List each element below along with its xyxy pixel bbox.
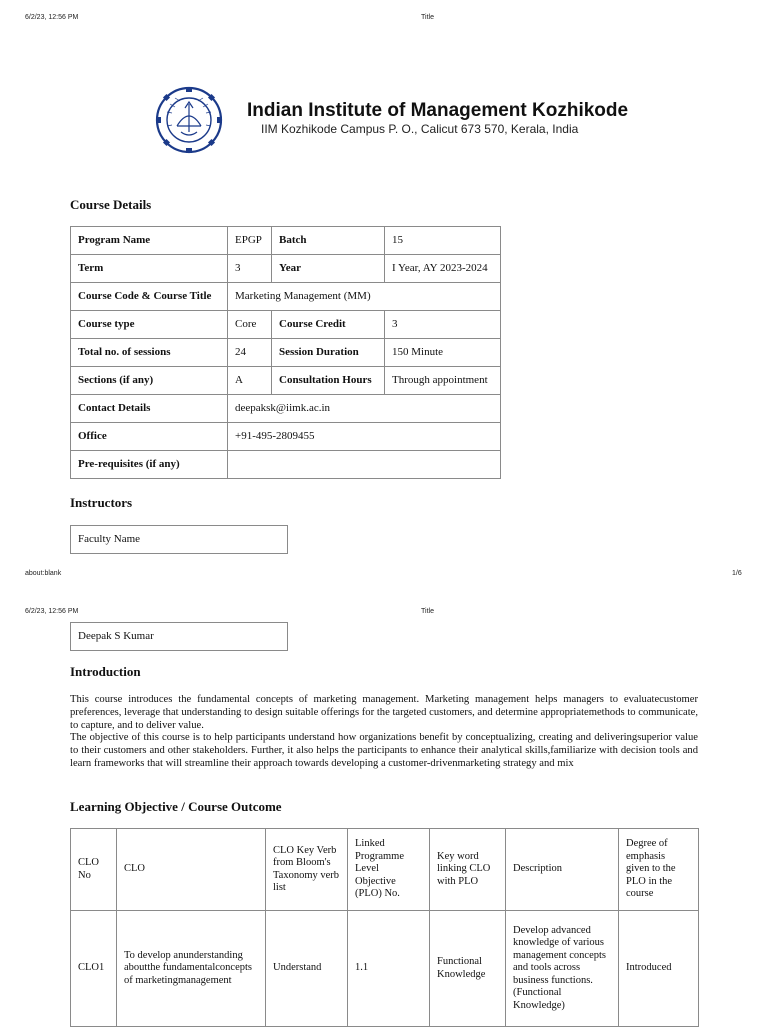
prereq-label: Pre-requisites (if any) xyxy=(71,451,228,479)
table-cell: 1.1 xyxy=(348,911,430,1027)
introduction-paragraph-2: The objective of this course is to help participants understand how organizations benefit by conceptualizing, creating and deliveringsuperior value to their customers and other stakeholders. Further, it also helps the participants to enhance their analytical skills,familiarize with decision tools and learn frameworks that will streamline their approach towards developing a customer-drivenmarketing strategy and mix xyxy=(70,732,698,769)
contact-value: deepaksk@iimk.ac.in xyxy=(228,395,501,423)
prereq-value xyxy=(228,451,501,479)
learning-objective-heading: Learning Objective / Course Outcome xyxy=(70,799,282,814)
table-row xyxy=(71,367,501,395)
column-header: CLO xyxy=(117,829,266,911)
table-cell: Develop advanced knowledge of various management concepts and tools across business functions. (Functional Knowledge) xyxy=(506,911,619,1027)
institute-address: IIM Kozhikode Campus P. O., Calicut 673 570, Kerala, India xyxy=(261,122,579,136)
year-value: I Year, AY 2023-2024 xyxy=(385,255,501,283)
table-row xyxy=(71,395,501,423)
course-credit-value: 3 xyxy=(385,311,501,339)
course-type-value: Core xyxy=(228,311,272,339)
table-row xyxy=(71,339,501,367)
column-header: CLO No xyxy=(71,829,117,911)
batch-value: 15 xyxy=(385,227,501,255)
learning-objective-table xyxy=(70,828,699,1027)
program-name-label: Program Name xyxy=(71,227,228,255)
column-header: Degree of emphasis given to the PLO in the course xyxy=(619,829,699,911)
term-label: Term xyxy=(71,255,228,283)
program-name-value: EPGP xyxy=(228,227,272,255)
session-duration-label: Session Duration xyxy=(272,339,385,367)
faculty-name-label: Faculty Name xyxy=(70,525,288,554)
column-header: Linked Programme Level Objective (PLO) No. xyxy=(348,829,430,911)
column-header: Key word linking CLO with PLO xyxy=(430,829,506,911)
batch-label: Batch xyxy=(272,227,385,255)
consultation-label: Consultation Hours xyxy=(272,367,385,395)
consultation-value: Through appointment xyxy=(385,367,501,395)
contact-label: Contact Details xyxy=(71,395,228,423)
table-row xyxy=(71,283,501,311)
table-cell: Introduced xyxy=(619,911,699,1027)
table-row xyxy=(71,227,501,255)
course-code-label: Course Code & Course Title xyxy=(71,283,228,311)
iimk-logo-icon xyxy=(155,86,223,154)
column-header: CLO Key Verb from Bloom's Taxonomy verb list xyxy=(266,829,348,911)
introduction-paragraph-1: This course introduces the fundamental concepts of marketing management. Marketing management helps managers to evaluatecustomer preferences, leverage that understanding to design suitable offerings for the targeted customers, and determine appropriatemethods to communicate, to capture, and to deliver value. xyxy=(70,694,698,731)
sessions-value: 24 xyxy=(228,339,272,367)
introduction-heading: Introduction xyxy=(70,664,141,679)
course-credit-label: Course Credit xyxy=(272,311,385,339)
print-footer-url: about:blank xyxy=(25,570,62,577)
table-row xyxy=(71,311,501,339)
table-cell: Functional Knowledge xyxy=(430,911,506,1027)
course-details-table xyxy=(70,226,501,479)
sections-label: Sections (if any) xyxy=(71,367,228,395)
print-footer-page: 1/6 xyxy=(732,570,742,577)
print-datetime-page2: 6/2/23, 12:56 PM xyxy=(25,608,79,615)
table-row xyxy=(71,451,501,479)
faculty-name-value: Deepak S Kumar xyxy=(70,622,288,651)
course-details-heading: Course Details xyxy=(70,197,152,212)
table-cell: To develop anunderstanding aboutthe fundamentalconcepts of marketingmanagement xyxy=(117,911,266,1027)
print-title-page2: Title xyxy=(421,608,434,615)
office-label: Office xyxy=(71,423,228,451)
instructors-heading: Instructors xyxy=(70,495,133,510)
course-code-value: Marketing Management (MM) xyxy=(228,283,501,311)
sections-value: A xyxy=(228,367,272,395)
table-row xyxy=(71,911,699,1027)
table-row xyxy=(71,255,501,283)
session-duration-value: 150 Minute xyxy=(385,339,501,367)
table-header-row xyxy=(71,829,699,911)
year-label: Year xyxy=(272,255,385,283)
table-cell: Understand xyxy=(266,911,348,1027)
introduction-text xyxy=(70,694,698,771)
sessions-label: Total no. of sessions xyxy=(71,339,228,367)
column-header: Description xyxy=(506,829,619,911)
institute-name: Indian Institute of Management Kozhikode xyxy=(247,100,629,121)
print-title: Title xyxy=(421,14,434,21)
office-value: +91-495-2809455 xyxy=(228,423,501,451)
term-value: 3 xyxy=(228,255,272,283)
table-row xyxy=(71,423,501,451)
course-type-label: Course type xyxy=(71,311,228,339)
table-cell: CLO1 xyxy=(71,911,117,1027)
print-datetime: 6/2/23, 12:56 PM xyxy=(25,14,79,21)
